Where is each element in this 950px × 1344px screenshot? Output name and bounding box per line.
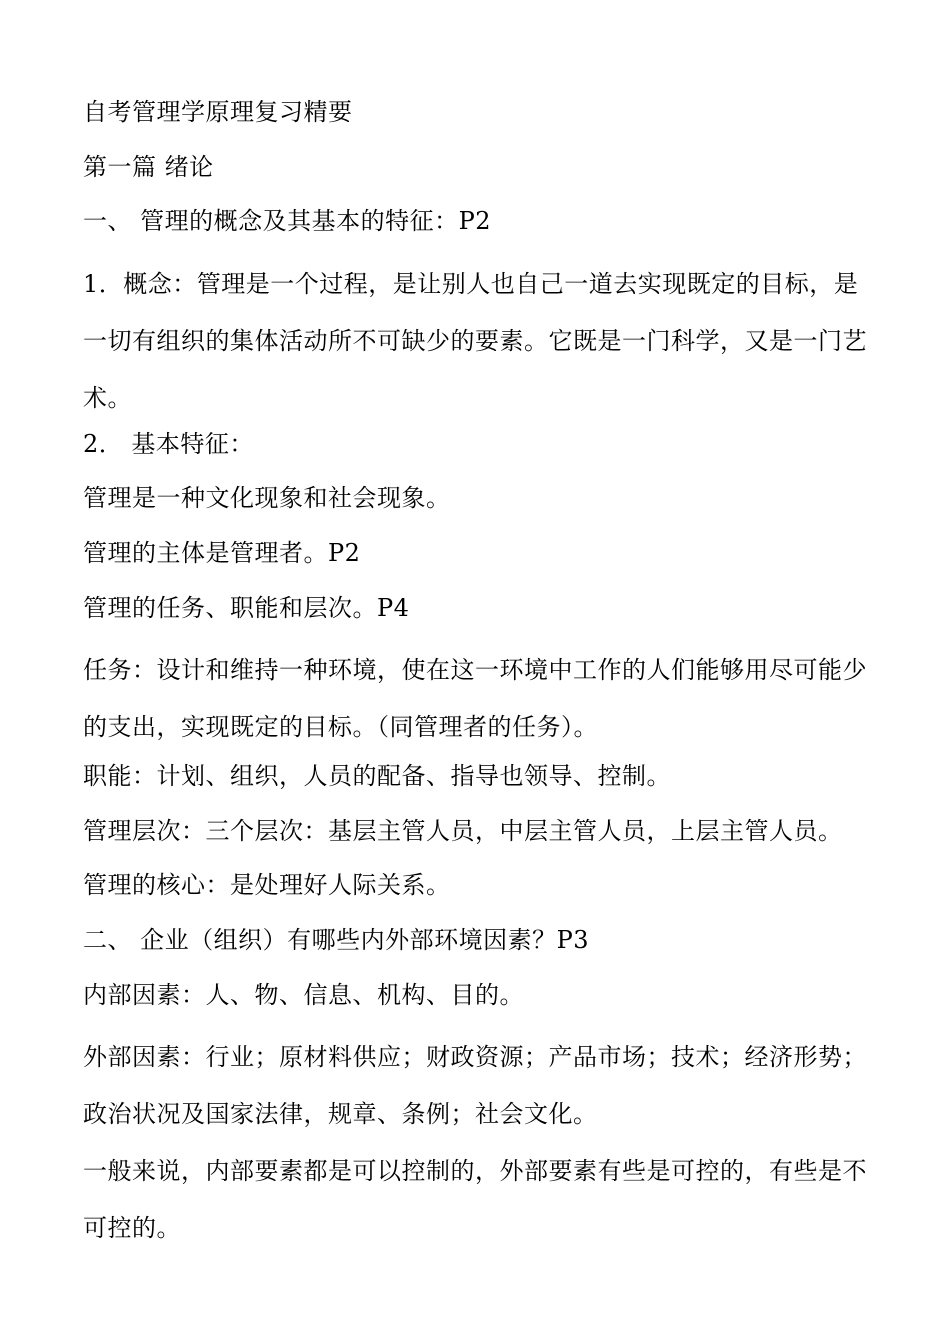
subheading-features: 2． 基本特征： xyxy=(83,429,254,458)
paragraph-general: 一般来说，内部要素都是可以控制的，外部要素有些是可控的，有些是不可控的。 xyxy=(83,1157,867,1243)
text-line: 职能：计划、组织，人员的配备、指导也领导、控制。 xyxy=(83,762,671,791)
paragraph-external: 外部因素：行业；原材料供应；财政资源；产品市场；技术；经济形势；政治状况及国家法律，规章、条例；社会文化。 xyxy=(83,1043,867,1129)
text-line: 管理是一种文化现象和社会现象。 xyxy=(83,484,451,513)
text-line: 管理的任务、职能和层次。P4 xyxy=(83,593,410,622)
paragraph-task: 任务：设计和维持一种环境，使在这一环境中工作的人们能够用尽可能少的支出，实现既定的目标。（同管理者的任务）。 xyxy=(83,656,867,742)
section-heading-2: 二、 企业（组织）有哪些内外部环境因素？P3 xyxy=(83,925,590,954)
paragraph-concept: 1．概念：管理是一个过程，是让别人也自己一道去实现既定的目标，是一切有组织的集体活动所不可缺少的要素。它既是一门科学，又是一门艺术。 xyxy=(83,269,867,412)
text-line: 管理的核心：是处理好人际关系。 xyxy=(83,871,451,900)
text-line: 内部因素：人、物、信息、机构、目的。 xyxy=(83,980,524,1009)
document-body xyxy=(83,92,873,1257)
text-line: 管理的主体是管理者。P2 xyxy=(83,538,361,567)
part-heading: 第一篇 绪论 xyxy=(83,152,214,181)
document-title: 自考管理学原理复习精要 xyxy=(83,98,353,126)
section-heading-1: 一、 管理的概念及其基本的特征：P2 xyxy=(83,207,492,236)
text-line: 管理层次：三个层次：基层主管人员，中层主管人员，上层主管人员。 xyxy=(83,816,843,845)
